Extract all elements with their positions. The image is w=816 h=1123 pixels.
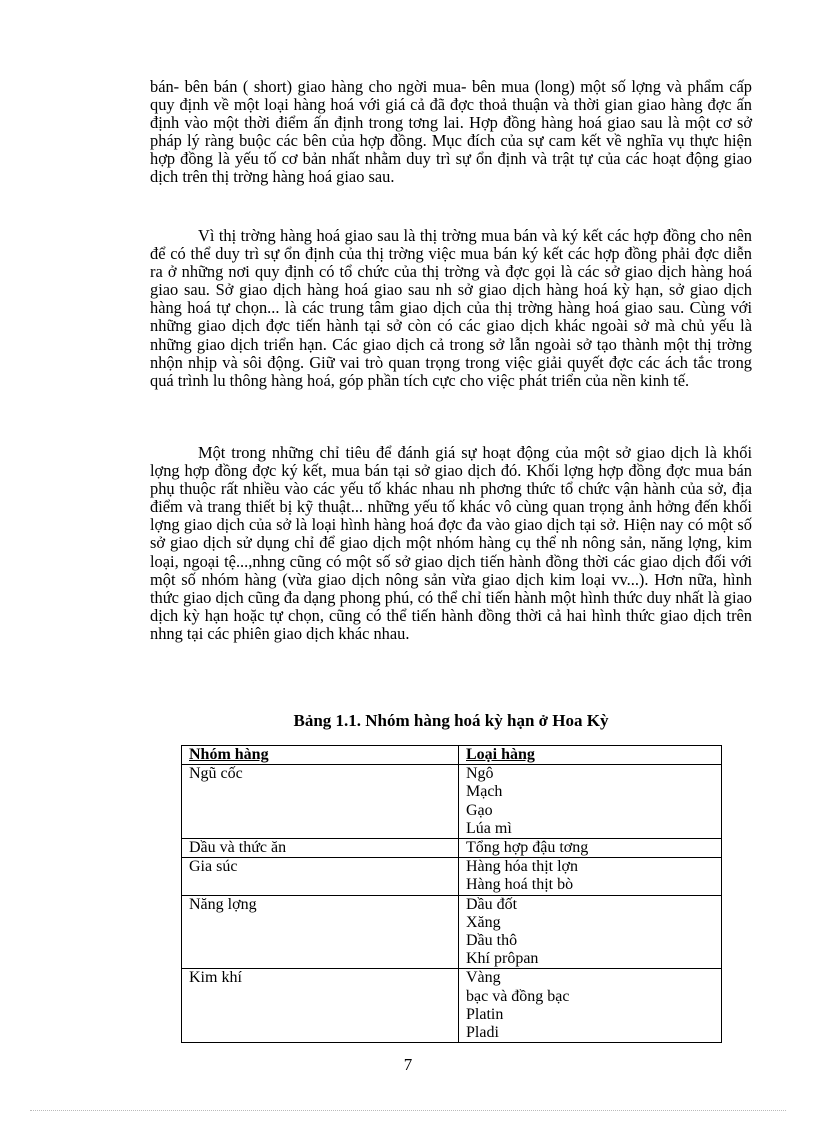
item: Khí prôpan <box>466 950 539 968</box>
item: Mạch <box>466 783 503 801</box>
item: Platin <box>466 1005 504 1023</box>
paragraph-exchanges: Vì thị trờng hàng hoá giao sau là thị trờng mua bán và ký kết các hợp đồng cho nên để có thể duy trì sự ổn định của thị trờng việc mua bán ký kết các hợp đồng phải đợc diễn ra ở những nơi quy định có tổ chức của thị trờng và đợc gọi là các sở giao dịch hàng hoá giao sau. Sở giao dịch hàng hoá giao sau nh sở giao dịch hàng hoá kỳ hạn, sở giao dịch hàng hoá tự chọn... là các trung tâm giao dịch của thị trờng hàng hoá giao sau. Cùng với những giao dịch đợc tiến hành tại sở còn có các giao dịch khác ngoài sở mà chủ yếu là những giao dịch triển hạn. Các giao dịch cả trong sở lẫn ngoài sở tạo thành một thị trờng nhộn nhịp và sôi động. Giữ vai trò quan trọng trong việc giải quyết đợc các ách tắc trong quá trình lu thông hàng hoá, góp phần tích cực cho việc phát triển của nền kinh tế. <box>150 226 752 390</box>
group-cell: Ngũ cốc <box>182 765 459 839</box>
group-cell: Gia súc <box>182 858 459 895</box>
items-cell <box>459 895 722 969</box>
item: bạc và đồng bạc <box>466 987 570 1005</box>
group-cell: Kim khí <box>182 969 459 1043</box>
header-type: Loại hàng <box>459 746 722 765</box>
page-number: 7 <box>403 1055 413 1074</box>
group-cell: Dầu và thức ăn <box>182 839 459 858</box>
item: Dầu đốt <box>466 895 518 913</box>
item: Xăng <box>466 913 501 931</box>
items-cell <box>459 969 722 1043</box>
paragraph-contract-definition: bán- bên bán ( short) giao hàng cho ngời mua- bên mua (long) một số lợng và phẩm cấp quy định về một loại hàng hoá với giá cả đã đợc thoả thuận và thời gian giao hàng đợc ấn định vào một thời điểm ấn định trong tơng lai. Hợp đồng hàng hoá giao sau là một cơ sở pháp lý ràng buộc các bên của hợp đồng. Mục đích của sự cam kết về nghĩa vụ thực hiện hợp đồng là yếu tố cơ bản nhất nhằm duy trì sự ổn định và trật tự của các hoạt động giao dịch trên thị trờng hàng hoá giao sau. <box>150 77 752 187</box>
item: Lúa mì <box>466 819 512 837</box>
items-cell <box>459 858 722 895</box>
item: Ngô <box>466 765 494 783</box>
commodity-table <box>181 745 722 1043</box>
item: Pladi <box>466 1024 499 1042</box>
table-row <box>182 895 722 969</box>
item: Dầu thô <box>466 932 518 950</box>
item: Hàng hóa thịt lợn <box>466 858 578 876</box>
table-row <box>182 765 722 839</box>
item: Hàng hoá thịt bò <box>466 876 574 894</box>
table-row <box>182 839 722 858</box>
table-row <box>182 858 722 895</box>
group-cell: Năng lợng <box>182 895 459 969</box>
paragraph-trading-volume: Một trong những chỉ tiêu để đánh giá sự hoạt động của một sở giao dịch là khối lợng hợp đồng đợc ký kết, mua bán tại sở giao dịch đó. Khối lợng hợp đồng đợc mua bán phụ thuộc rất nhiều vào các yếu tố khác nhau nh phơng thức tổ chức vận hành của sở, địa điểm và trang thiết bị kỹ thuật... những yếu tố khác vô cùng quan trọng ảnh hởng đến khối lợng giao dịch của sở là loại hình hàng hoá đợc đa vào giao dịch tại sở. Hiện nay có một số sở giao dịch sử dụng chỉ để giao dịch một nhóm hàng cụ thể nh nông sản, năng lợng, kim loại, ngoại tệ...,nhng cũng có một số sở giao dịch tiến hành đồng thời các giao dịch đối với một số nhóm hàng (vừa giao dịch nông sản vừa giao dịch kim loại vv...). Hơn nữa, hình thức giao dịch cũng đa dạng phong phú, có thể chỉ tiến hành một hình thức duy nhất là giao dịch kỳ hạn hoặc tự chọn, cũng có thể tiến hành đồng thời cả hai hình thức giao dịch trên nhng tại các phiên giao dịch khác nhau. <box>150 443 752 643</box>
items-cell <box>459 765 722 839</box>
item: Gạo <box>466 801 493 819</box>
header-group: Nhóm hàng <box>182 746 459 765</box>
table-row <box>182 969 722 1043</box>
items-cell <box>459 839 722 858</box>
item: Vàng <box>466 969 501 987</box>
page-bottom-divider <box>30 1110 786 1111</box>
table-header-row <box>182 746 722 765</box>
table-caption: Bảng 1.1. Nhóm hàng hoá kỳ hạn ở Hoa Kỳ <box>293 711 609 730</box>
item: Tổng hợp đậu tơng <box>466 839 589 857</box>
